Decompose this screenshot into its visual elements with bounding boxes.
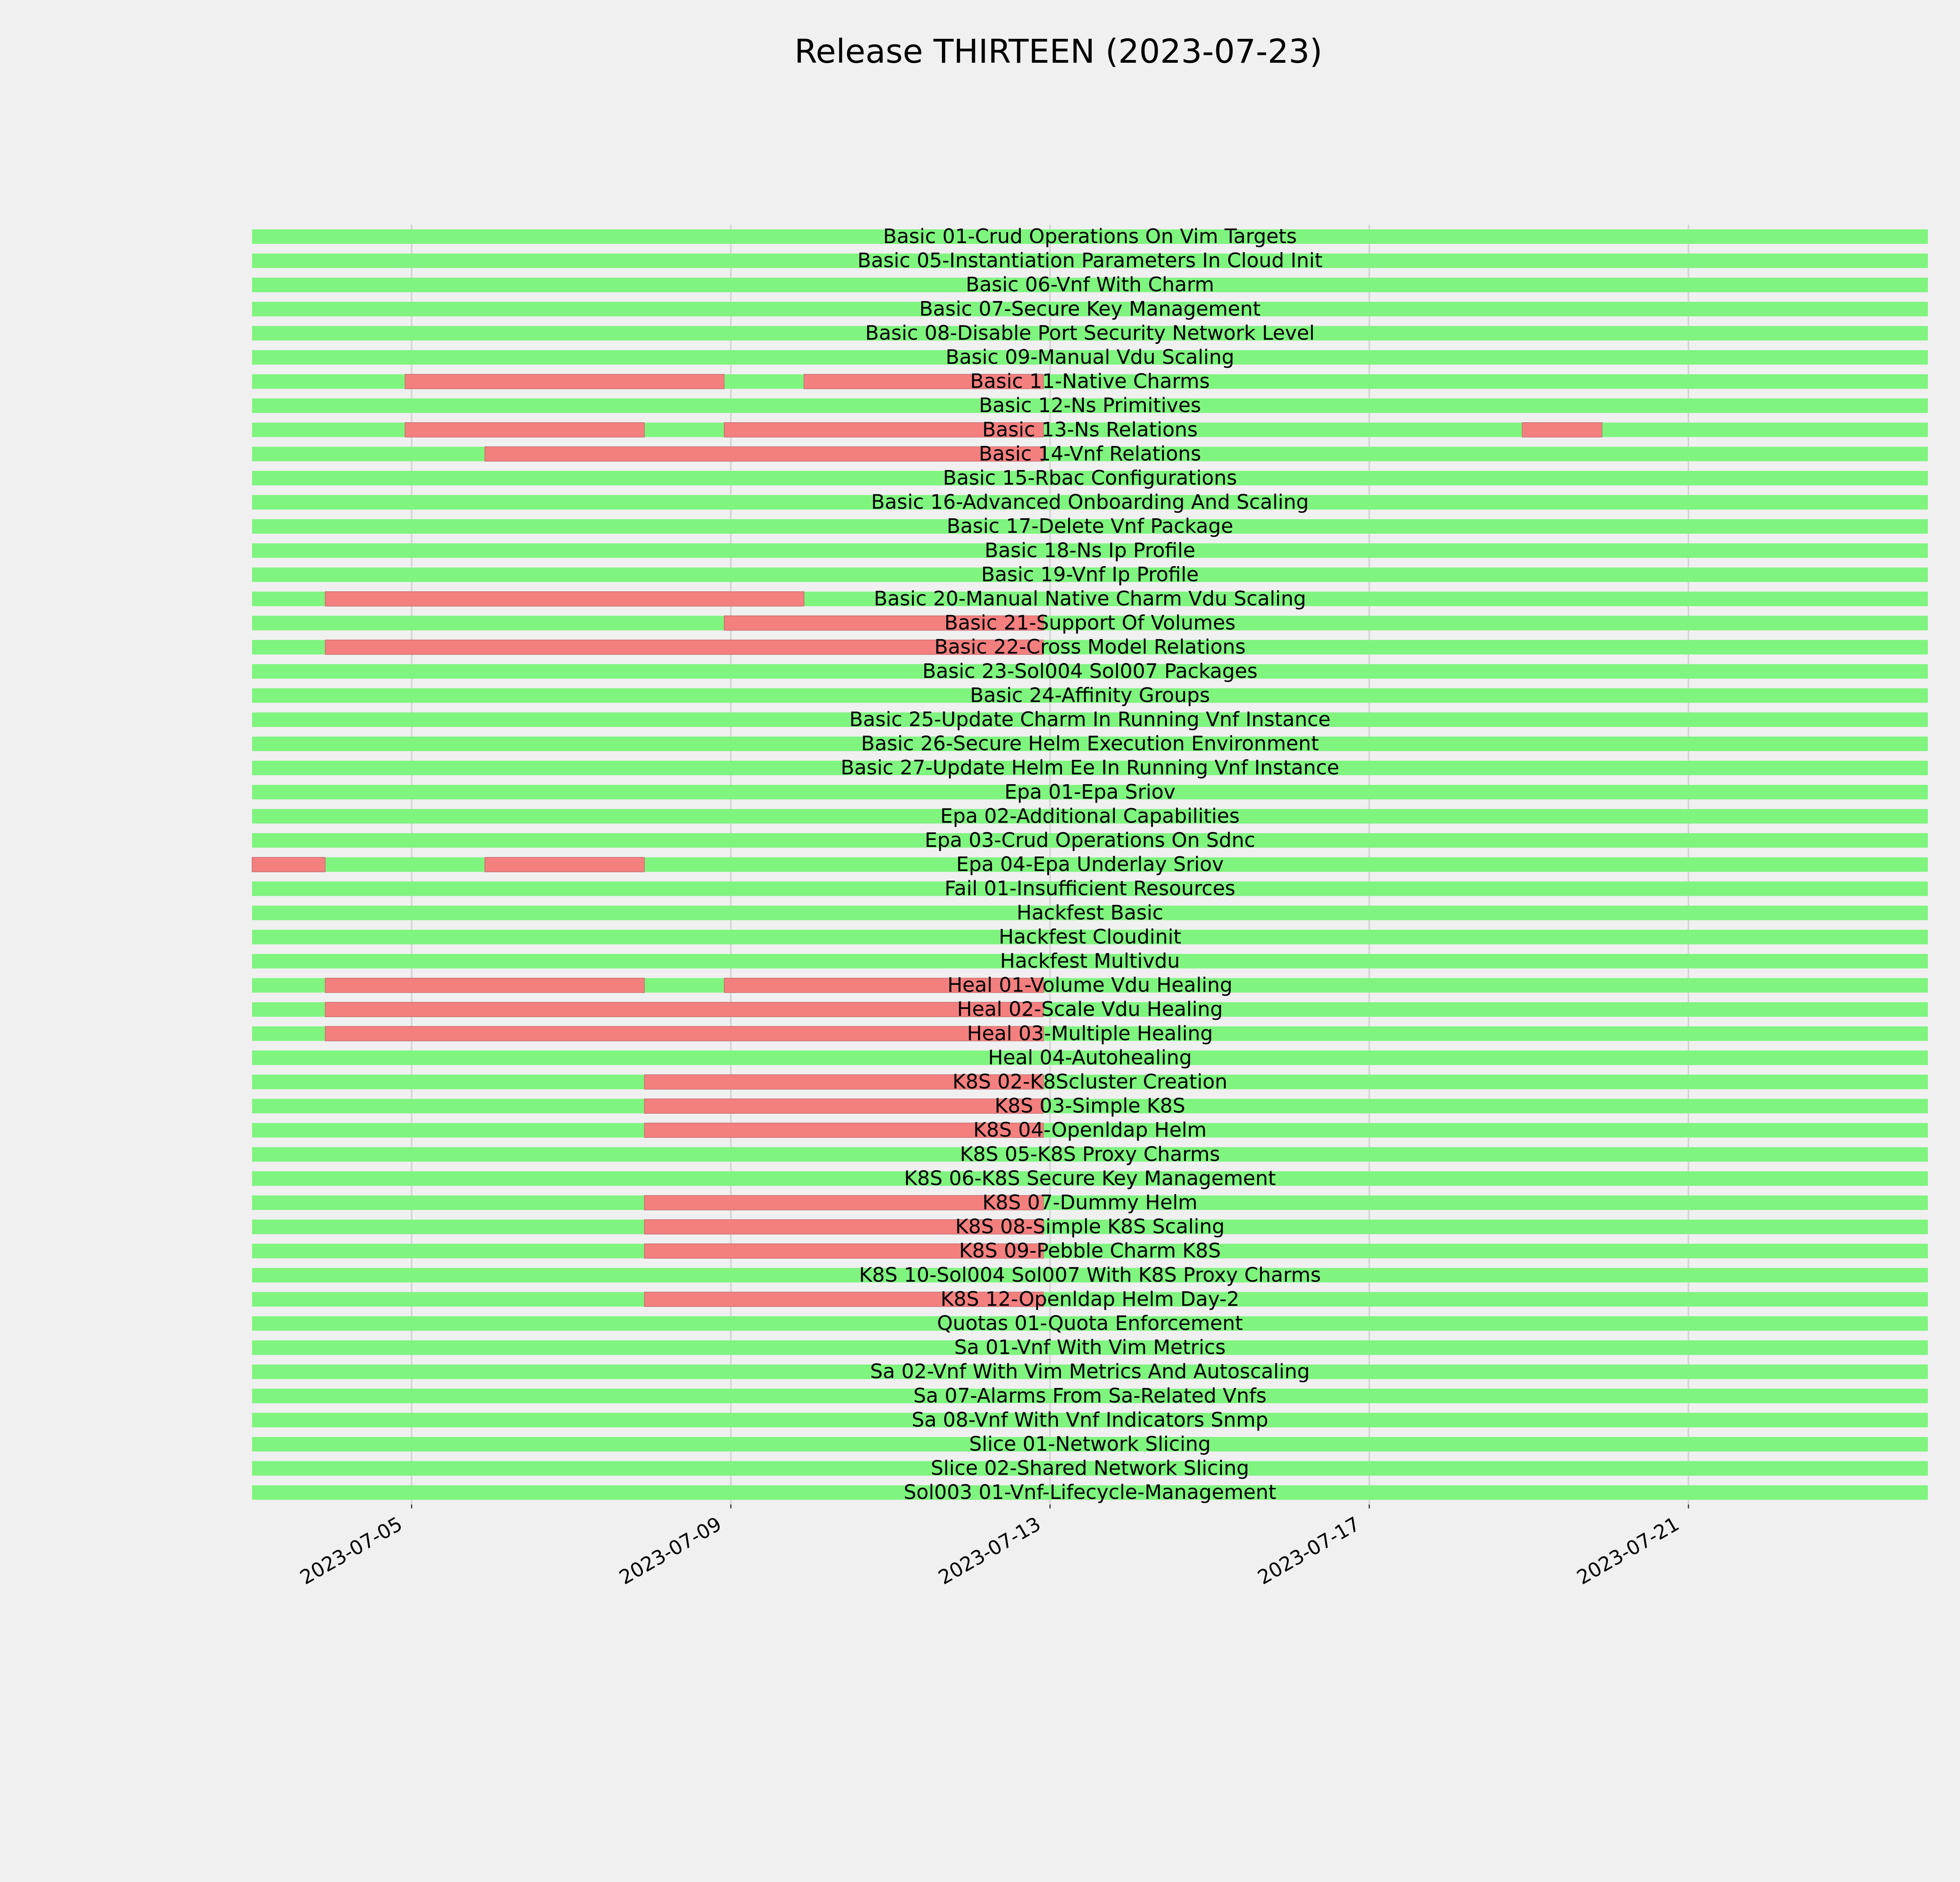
fail-bar-heal-03-multiple-healing-1 xyxy=(325,1026,1044,1041)
row-label-basic-09-manual-vdu-scaling: Basic 09-Manual Vdu Scaling xyxy=(946,346,1234,369)
row-label-heal-01-volume-vdu-healing: Heal 01-Volume Vdu Healing xyxy=(947,974,1233,997)
tick-label-2023-07-17: 2023-07-17 xyxy=(1254,1512,1364,1589)
row-label-epa-02-additional-capabilities: Epa 02-Additional Capabilities xyxy=(940,805,1240,828)
row-label-quotas-01-quota-enforcement: Quotas 01-Quota Enforcement xyxy=(937,1312,1243,1335)
row-label-k8s-03-simple-k8s: K8S 03-Simple K8S xyxy=(995,1094,1185,1118)
row-label-basic-19-vnf-ip-profile: Basic 19-Vnf Ip Profile xyxy=(981,563,1199,587)
row-label-heal-02-scale-vdu-healing: Heal 02-Scale Vdu Healing xyxy=(957,998,1223,1021)
row-label-basic-15-rbac-configurations: Basic 15-Rbac Configurations xyxy=(943,467,1237,490)
row-label-basic-20-manual-native-charm-vdu-scaling: Basic 20-Manual Native Charm Vdu Scaling xyxy=(873,587,1307,610)
row-label-hackfest-cloudinit: Hackfest Cloudinit xyxy=(998,925,1181,949)
fail-bar-basic-14-vnf-relations-1 xyxy=(485,447,1044,461)
row-label-k8s-02-k8scluster-creation: K8S 02-K8Scluster Creation xyxy=(952,1070,1228,1094)
row-label-basic-08-disable-port-security-network-level: Basic 08-Disable Port Security Network Level xyxy=(865,322,1315,345)
row-label-k8s-06-k8s-secure-key-management: K8S 06-K8S Secure Key Management xyxy=(904,1167,1276,1190)
row-label-basic-21-support-of-volumes: Basic 21-Support Of Volumes xyxy=(944,611,1236,635)
row-label-k8s-10-sol004-sol007-with-k8s-proxy-charms: K8S 10-Sol004 Sol007 With K8S Proxy Charms xyxy=(859,1263,1321,1287)
row-label-hackfest-multivdu: Hackfest Multivdu xyxy=(1000,950,1180,973)
row-label-sa-07-alarms-from-sa-related-vnfs: Sa 07-Alarms From Sa-Related Vnfs xyxy=(913,1384,1267,1408)
row-label-basic-22-cross-model-relations: Basic 22-Cross Model Relations xyxy=(934,636,1246,659)
tick-label-2023-07-21: 2023-07-21 xyxy=(1573,1512,1683,1589)
row-label-k8s-04-openldap-helm: K8S 04-Openldap Helm xyxy=(973,1119,1207,1142)
fail-bar-basic-13-ns-relations-3 xyxy=(1522,423,1602,437)
row-label-basic-16-advanced-onboarding-and-scaling: Basic 16-Advanced Onboarding And Scaling xyxy=(871,490,1309,514)
row-label-basic-25-update-charm-in-running-vnf-instance: Basic 25-Update Charm In Running Vnf Instance xyxy=(849,708,1331,731)
fail-bar-basic-13-ns-relations-1 xyxy=(405,423,644,437)
row-label-heal-03-multiple-healing: Heal 03-Multiple Healing xyxy=(967,1022,1213,1045)
row-label-k8s-09-pebble-charm-k8s: K8S 09-Pebble Charm K8S xyxy=(959,1239,1221,1263)
fail-bar-epa-04-epa-underlay-sriov-2 xyxy=(485,857,644,872)
row-label-k8s-05-k8s-proxy-charms: K8S 05-K8S Proxy Charms xyxy=(960,1143,1220,1166)
row-label-basic-24-affinity-groups: Basic 24-Affinity Groups xyxy=(970,684,1210,707)
row-label-basic-14-vnf-relations: Basic 14-Vnf Relations xyxy=(978,442,1201,466)
row-label-basic-18-ns-ip-profile: Basic 18-Ns Ip Profile xyxy=(984,539,1196,562)
row-label-basic-13-ns-relations: Basic 13-Ns Relations xyxy=(982,418,1198,441)
tick-label-2023-07-13: 2023-07-13 xyxy=(935,1512,1045,1589)
row-label-k8s-07-dummy-helm: K8S 07-Dummy Helm xyxy=(982,1191,1198,1214)
row-label-fail-01-insufficient-resources: Fail 01-Insufficient Resources xyxy=(944,877,1236,901)
row-label-basic-06-vnf-with-charm: Basic 06-Vnf With Charm xyxy=(965,273,1214,297)
row-label-basic-12-ns-primitives: Basic 12-Ns Primitives xyxy=(979,394,1201,418)
row-label-slice-01-network-slicing: Slice 01-Network Slicing xyxy=(969,1433,1211,1456)
row-label-basic-17-delete-vnf-package: Basic 17-Delete Vnf Package xyxy=(946,515,1234,538)
row-label-hackfest-basic: Hackfest Basic xyxy=(1016,901,1163,925)
row-label-heal-04-autohealing: Heal 04-Autohealing xyxy=(988,1046,1192,1070)
fail-bar-heal-02-scale-vdu-healing-1 xyxy=(325,1002,1044,1017)
fail-bar-basic-20-manual-native-charm-vdu-scaling-1 xyxy=(325,592,804,606)
row-label-k8s-12-openldap-helm-day-2: K8S 12-Openldap Helm Day-2 xyxy=(940,1288,1240,1311)
fail-bar-epa-04-epa-underlay-sriov-1 xyxy=(252,857,325,872)
row-label-basic-05-instantiation-parameters-in-cloud-init: Basic 05-Instantiation Parameters In Cloud Init xyxy=(857,249,1323,272)
row-label-sa-08-vnf-with-vnf-indicators-snmp: Sa 08-Vnf With Vnf Indicators Snmp xyxy=(911,1408,1269,1432)
tick-label-2023-07-05: 2023-07-05 xyxy=(296,1512,407,1589)
row-label-basic-27-update-helm-ee-in-running-vnf-instance: Basic 27-Update Helm Ee In Running Vnf Instance xyxy=(840,756,1339,780)
chart-title: Release THIRTEEN (2023-07-23) xyxy=(794,32,1323,71)
row-label-basic-11-native-charms: Basic 11-Native Charms xyxy=(970,370,1210,393)
row-label-basic-07-secure-key-management: Basic 07-Secure Key Management xyxy=(919,297,1261,321)
row-label-epa-03-crud-operations-on-sdnc: Epa 03-Crud Operations On Sdnc xyxy=(924,829,1256,852)
fail-bar-k8s-03-simple-k8s-1 xyxy=(644,1099,1044,1114)
row-label-basic-23-sol004-sol007-packages: Basic 23-Sol004 Sol007 Packages xyxy=(922,659,1258,683)
row-label-sa-01-vnf-with-vim-metrics: Sa 01-Vnf With Vim Metrics xyxy=(954,1336,1226,1359)
row-label-sol003-01-vnf-lifecycle-management: Sol003 01-Vnf-Lifecycle-Management xyxy=(904,1481,1276,1504)
row-label-basic-01-crud-operations-on-vim-targets: Basic 01-Crud Operations On Vim Targets xyxy=(883,225,1297,248)
row-label-sa-02-vnf-with-vim-metrics-and-autoscaling: Sa 02-Vnf With Vim Metrics And Autoscaling xyxy=(870,1360,1310,1384)
row-label-epa-01-epa-sriov: Epa 01-Epa Sriov xyxy=(1004,780,1176,804)
row-label-epa-04-epa-underlay-sriov: Epa 04-Epa Underlay Sriov xyxy=(956,853,1224,876)
fail-bar-basic-11-native-charms-1 xyxy=(405,374,724,389)
row-label-basic-26-secure-helm-execution-environment: Basic 26-Secure Helm Execution Environment xyxy=(861,732,1319,756)
fail-bar-heal-01-volume-vdu-healing-1 xyxy=(325,978,644,993)
tick-label-2023-07-09: 2023-07-09 xyxy=(615,1512,726,1589)
row-label-k8s-08-simple-k8s-scaling: K8S 08-Simple K8S Scaling xyxy=(955,1215,1225,1239)
row-label-slice-02-shared-network-slicing: Slice 02-Shared Network Slicing xyxy=(931,1457,1249,1480)
